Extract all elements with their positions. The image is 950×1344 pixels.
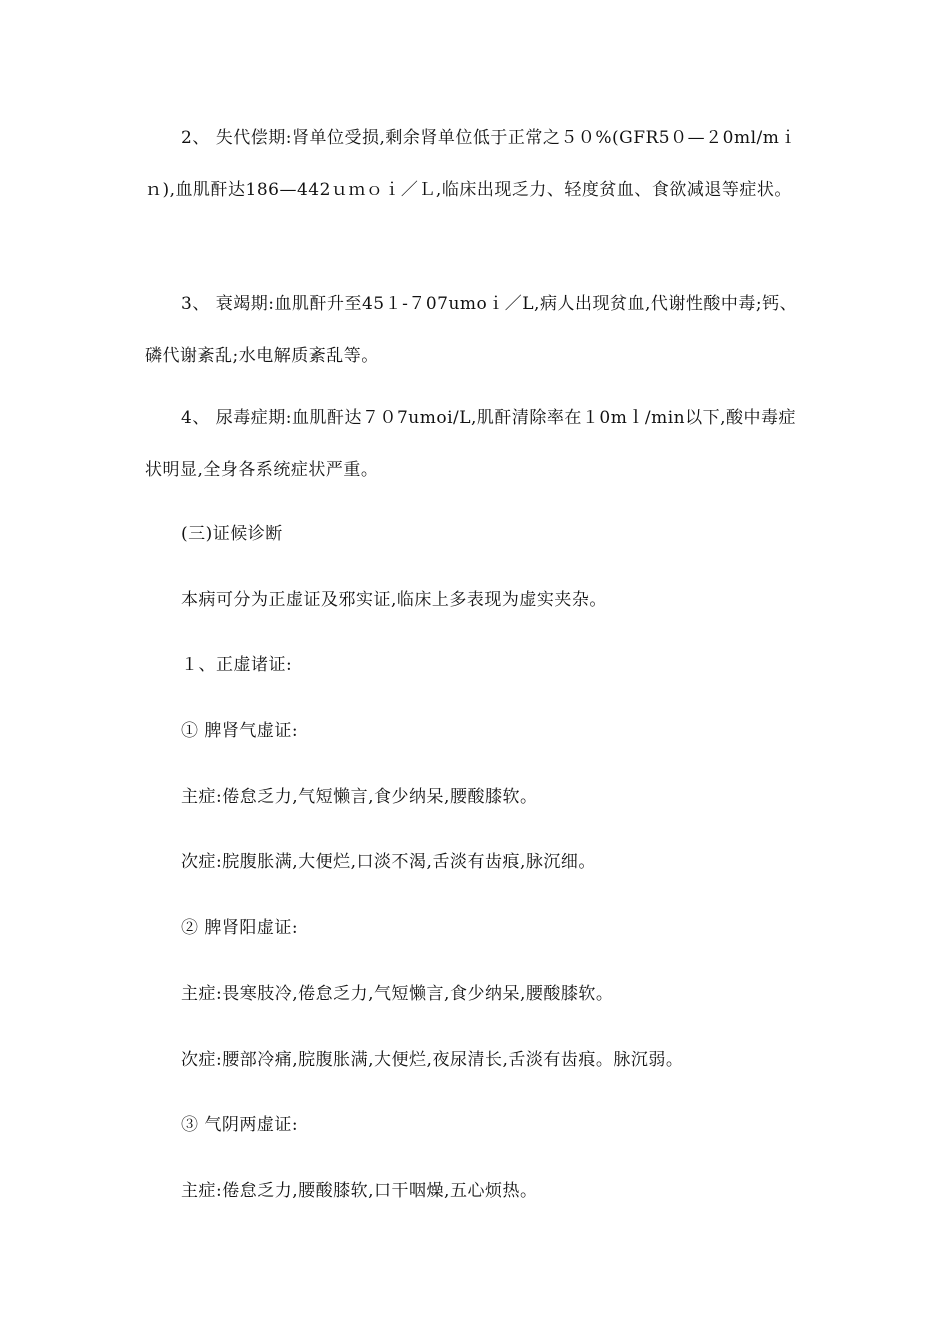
paragraph-stage-4: 4、 尿毒症期:血肌酐达７０7umoi/L,肌酐清除率在１0mｌ/min以下,酸中毒症状明显,全身各系统症状严重。	[145, 408, 796, 480]
syndrome-title: ③ 气阴两虚证:	[181, 1115, 299, 1135]
section-heading: (三)证候诊断	[181, 524, 283, 544]
syndrome-main-symptoms: 主症:畏寒肢冷,倦怠乏力,气短懒言,食少纳呆,腰酸膝软。	[181, 984, 614, 1004]
syndrome-title: ① 脾肾气虚证:	[181, 721, 299, 741]
syndrome-main-symptoms: 主症:倦怠乏力,气短懒言,食少纳呆,腰酸膝软。	[181, 787, 538, 807]
paragraph-stage-2: 2、 失代偿期:肾单位受损,剩余肾单位低于正常之５０%(GFR5０—２0ml/mｉｎ),血肌酐达186—442ｕｍｏｉ／Ｌ,临床出现乏力、轻度贫血、食欲减退等症状。	[145, 128, 797, 200]
category-heading: １、正虚诸证:	[181, 655, 293, 675]
syndrome-secondary-symptoms: 次症:腰部冷痛,脘腹胀满,大便烂,夜尿清长,舌淡有齿痕。脉沉弱。	[181, 1050, 684, 1070]
syndrome-title: ② 脾肾阳虚证:	[181, 918, 299, 938]
syndrome-main-symptoms: 主症:倦怠乏力,腰酸膝软,口干咽燥,五心烦热。	[181, 1181, 538, 1201]
section-intro: 本病可分为正虚证及邪实证,临床上多表现为虚实夹杂。	[181, 590, 607, 610]
syndrome-secondary-symptoms: 次症:脘腹胀满,大便烂,口淡不渴,舌淡有齿痕,脉沉细。	[181, 852, 596, 872]
paragraph-stage-3: 3、 衰竭期:血肌酐升至45１-７07umoｉ／L,病人出现贫血,代谢性酸中毒;钙、磷代谢紊乱;水电解质紊乱等。	[145, 294, 798, 366]
